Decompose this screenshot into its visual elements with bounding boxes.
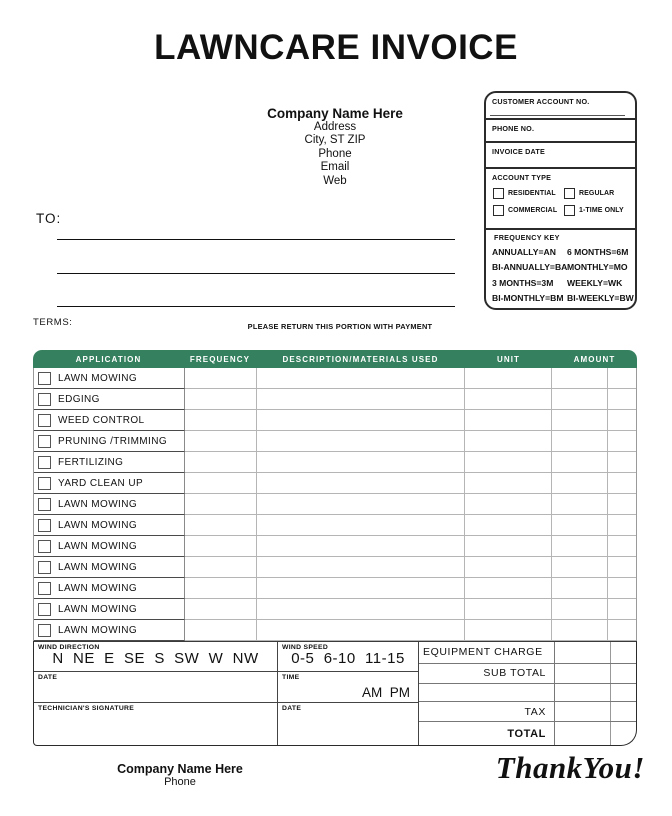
application-label: WEED CONTROL xyxy=(58,414,145,426)
application-label: LAWN MOWING xyxy=(58,519,138,531)
header-description: DESCRIPTION/MATERIALS USED xyxy=(282,354,439,364)
application-label: LAWN MOWING xyxy=(58,582,138,594)
charge-cents-cell[interactable] xyxy=(610,642,636,663)
table-row xyxy=(34,431,636,452)
charge-amount-cell[interactable] xyxy=(554,684,610,702)
technician-signature-label: TECHNICIAN'S SIGNATURE xyxy=(38,705,135,712)
application-label: LAWN MOWING xyxy=(58,624,138,636)
charge-label xyxy=(419,684,554,702)
table-row xyxy=(34,599,636,620)
invoice-table-body xyxy=(33,368,637,641)
application-cell xyxy=(34,557,185,578)
frequency-cell[interactable] xyxy=(185,536,257,557)
frequency-cell[interactable] xyxy=(185,578,257,599)
customer-account-section xyxy=(486,93,635,120)
frequency-cell[interactable] xyxy=(185,620,257,641)
conditions-block xyxy=(34,642,418,745)
table-row xyxy=(34,578,636,599)
unit-cell[interactable] xyxy=(465,578,552,599)
amount-cents-cell[interactable] xyxy=(608,368,636,389)
amount-cell[interactable] xyxy=(552,578,608,599)
application-cell xyxy=(34,473,185,494)
application-cell xyxy=(34,410,185,431)
charge-cents-cell[interactable] xyxy=(610,664,636,683)
application-label: LAWN MOWING xyxy=(58,372,138,384)
amount-cents-cell[interactable] xyxy=(608,431,636,452)
unit-cell[interactable] xyxy=(465,389,552,410)
amount-cents-cell[interactable] xyxy=(608,515,636,536)
application-checkbox[interactable] xyxy=(38,582,51,595)
account-type-residential[interactable] xyxy=(493,188,564,199)
charge-amount-cell[interactable] xyxy=(554,642,610,663)
description-cell[interactable] xyxy=(257,473,466,494)
application-cell xyxy=(34,452,185,473)
unit-cell[interactable] xyxy=(465,620,552,641)
application-checkbox[interactable] xyxy=(38,624,51,637)
frequency-cell[interactable] xyxy=(185,515,257,536)
account-type-regular[interactable] xyxy=(564,188,635,199)
charge-row xyxy=(419,684,636,703)
company-header-block xyxy=(185,106,485,188)
frequency-key-item: 3 MONTHS=3M xyxy=(492,277,554,288)
application-cell xyxy=(34,431,185,452)
phone-section[interactable] xyxy=(486,120,635,143)
description-cell[interactable] xyxy=(257,494,466,515)
application-cell xyxy=(34,515,185,536)
amount-cell[interactable] xyxy=(552,557,608,578)
application-label: FERTILIZING xyxy=(58,456,124,468)
application-checkbox[interactable] xyxy=(38,498,51,511)
invoice-date-label: INVOICE DATE xyxy=(492,147,545,156)
frequency-cell[interactable] xyxy=(185,557,257,578)
regular-label: REGULAR xyxy=(579,190,615,197)
technician-signature-cell[interactable] xyxy=(34,703,278,745)
amount-cell[interactable] xyxy=(552,494,608,515)
header-frequency: FREQUENCY xyxy=(189,354,251,364)
footer-company-phone: Phone xyxy=(164,776,196,788)
charge-label: TOTAL xyxy=(507,727,546,740)
company-web: Web xyxy=(323,174,347,187)
table-row xyxy=(34,494,636,515)
frequency-key-item: ANNUALLY=AN xyxy=(492,247,556,257)
application-label: YARD CLEAN UP xyxy=(58,477,144,489)
invoice-table xyxy=(33,350,637,641)
charges-block xyxy=(418,642,636,745)
invoice-date-section[interactable] xyxy=(486,143,635,169)
frequency-cell[interactable] xyxy=(185,389,257,410)
to-label: TO: xyxy=(36,211,62,226)
account-type-one-time[interactable] xyxy=(564,205,635,216)
account-type-label: ACCOUNT TYPE xyxy=(492,173,552,182)
amount-cell[interactable] xyxy=(552,473,608,494)
charge-label: EQUIPMENT CHARGE xyxy=(423,646,543,659)
charge-row xyxy=(419,722,636,745)
unit-cell[interactable] xyxy=(465,557,552,578)
application-checkbox[interactable] xyxy=(38,561,51,574)
residential-label: RESIDENTIAL xyxy=(508,190,556,197)
amount-cell[interactable] xyxy=(552,431,608,452)
footer-company-name: Company Name Here xyxy=(117,762,243,776)
charge-cents-cell[interactable] xyxy=(610,702,636,721)
application-cell xyxy=(34,494,185,515)
charge-cents-cell[interactable] xyxy=(610,722,636,745)
account-type-section xyxy=(486,169,635,230)
amount-cents-cell[interactable] xyxy=(608,599,636,620)
application-checkbox[interactable] xyxy=(38,603,51,616)
company-city: City, ST ZIP xyxy=(304,134,366,147)
table-row xyxy=(34,515,636,536)
description-cell[interactable] xyxy=(257,452,466,473)
amount-cents-cell[interactable] xyxy=(608,410,636,431)
description-cell[interactable] xyxy=(257,620,466,641)
amount-cents-cell[interactable] xyxy=(608,389,636,410)
description-cell[interactable] xyxy=(257,389,466,410)
date-label: DATE xyxy=(38,674,58,681)
description-cell[interactable] xyxy=(257,431,466,452)
frequency-key-section xyxy=(486,230,635,307)
customer-account-label: CUSTOMER ACCOUNT NO. xyxy=(492,97,590,106)
charge-cents-cell[interactable] xyxy=(610,684,636,702)
application-label: LAWN MOWING xyxy=(58,498,138,510)
amount-cell[interactable] xyxy=(552,536,608,557)
unit-cell[interactable] xyxy=(465,410,552,431)
unit-cell[interactable] xyxy=(465,431,552,452)
terms-label: TERMS: xyxy=(33,317,73,328)
wind-direction-cell[interactable] xyxy=(34,642,278,671)
wind-direction-values: N NE E SE S SW W NW xyxy=(52,650,259,667)
to-address-line-3[interactable] xyxy=(57,306,455,307)
signature-date-label: DATE xyxy=(282,705,302,712)
application-checkbox[interactable] xyxy=(38,477,51,490)
frequency-key-item: MONTHLY=MO xyxy=(567,262,628,273)
commercial-label: COMMERCIAL xyxy=(508,207,558,214)
account-type-commercial[interactable] xyxy=(493,205,564,216)
charge-row xyxy=(419,664,636,684)
frequency-cell[interactable] xyxy=(185,599,257,620)
footer-company-block xyxy=(60,762,300,788)
application-cell xyxy=(34,368,185,389)
unit-cell[interactable] xyxy=(465,536,552,557)
thank-you-text: ThankYou! xyxy=(495,750,645,785)
frequency-key-item: WEEKLY=WK xyxy=(567,277,623,288)
amount-cell[interactable] xyxy=(552,410,608,431)
time-label: TIME xyxy=(282,674,300,681)
application-checkbox[interactable] xyxy=(38,414,51,427)
wind-speed-cell[interactable] xyxy=(278,642,418,671)
amount-cell[interactable] xyxy=(552,368,608,389)
application-cell xyxy=(34,578,185,599)
frequency-cell[interactable] xyxy=(185,431,257,452)
signature-date-cell[interactable] xyxy=(278,703,418,745)
description-cell[interactable] xyxy=(257,536,466,557)
wind-speed-values: 0-5 6-10 11-15 xyxy=(291,650,405,667)
unit-cell[interactable] xyxy=(465,368,552,389)
description-cell[interactable] xyxy=(257,599,466,620)
application-label: LAWN MOWING xyxy=(58,603,138,615)
amount-cents-cell[interactable] xyxy=(608,620,636,641)
table-row xyxy=(34,557,636,578)
application-cell xyxy=(34,536,185,557)
frequency-cell[interactable] xyxy=(185,410,257,431)
amount-cents-cell[interactable] xyxy=(608,494,636,515)
charge-amount-cell[interactable] xyxy=(554,722,610,745)
table-row xyxy=(34,368,636,389)
date-cell[interactable] xyxy=(34,672,278,702)
amount-cell[interactable] xyxy=(552,620,608,641)
table-row xyxy=(34,410,636,431)
charge-amount-cell[interactable] xyxy=(554,702,610,721)
charge-row xyxy=(419,642,636,664)
charge-label: TAX xyxy=(524,705,546,718)
phone-label: PHONE NO. xyxy=(492,124,535,133)
frequency-key-left-column xyxy=(492,245,567,307)
unit-cell[interactable] xyxy=(465,473,552,494)
description-cell[interactable] xyxy=(257,515,466,536)
frequency-key-item: BI-WEEKLY=BW xyxy=(567,293,634,304)
one-time-label: 1-TIME ONLY xyxy=(579,207,624,214)
application-checkbox[interactable] xyxy=(38,519,51,532)
amount-cents-cell[interactable] xyxy=(608,452,636,473)
amount-cents-cell[interactable] xyxy=(608,536,636,557)
header-application: APPLICATION xyxy=(75,354,142,364)
frequency-key-item: 6 MONTHS=6M xyxy=(567,247,629,257)
table-row xyxy=(34,536,636,557)
application-label: EDGING xyxy=(58,393,100,405)
frequency-cell[interactable] xyxy=(185,452,257,473)
application-checkbox[interactable] xyxy=(38,456,51,469)
amount-cell[interactable] xyxy=(552,515,608,536)
customer-account-box xyxy=(484,91,637,310)
application-label: PRUNING /TRIMMING xyxy=(58,435,168,447)
table-row xyxy=(34,620,636,641)
table-row xyxy=(34,452,636,473)
frequency-cell[interactable] xyxy=(185,494,257,515)
application-label: LAWN MOWING xyxy=(58,561,138,573)
company-phone: Phone xyxy=(318,147,352,160)
application-checkbox[interactable] xyxy=(38,435,51,448)
regular-checkbox[interactable] xyxy=(564,188,575,199)
wind-speed-label: WIND SPEED xyxy=(282,644,329,651)
frequency-cell[interactable] xyxy=(185,368,257,389)
company-name: Company Name Here xyxy=(267,106,403,121)
customer-account-input-line[interactable] xyxy=(490,115,625,116)
unit-cell[interactable] xyxy=(465,599,552,620)
one-time-checkbox[interactable] xyxy=(564,205,575,216)
bottom-section xyxy=(33,641,637,746)
company-email: Email xyxy=(320,161,350,174)
time-cell[interactable] xyxy=(278,672,418,702)
frequency-key-item: BI-ANNUALLY=BA xyxy=(492,262,568,273)
application-cell xyxy=(34,389,185,410)
application-cell xyxy=(34,599,185,620)
am-pm-values: AM PM xyxy=(361,685,410,700)
unit-cell[interactable] xyxy=(465,452,552,473)
amount-cell[interactable] xyxy=(552,389,608,410)
frequency-key-right-column xyxy=(567,245,635,307)
table-row xyxy=(34,473,636,494)
table-row xyxy=(34,389,636,410)
application-checkbox[interactable] xyxy=(38,372,51,385)
frequency-key-label: FREQUENCY KEY xyxy=(494,233,560,242)
invoice-table-header xyxy=(33,350,637,368)
frequency-cell[interactable] xyxy=(185,473,257,494)
amount-cell[interactable] xyxy=(552,452,608,473)
residential-checkbox[interactable] xyxy=(493,188,504,199)
to-address-line-2[interactable] xyxy=(57,273,455,274)
unit-cell[interactable] xyxy=(465,494,552,515)
description-cell[interactable] xyxy=(257,578,466,599)
return-notice: PLEASE RETURN THIS PORTION WITH PAYMENT xyxy=(247,322,433,331)
wind-direction-label: WIND DIRECTION xyxy=(38,644,100,651)
frequency-key-item: BI-MONTHLY=BM xyxy=(492,293,564,304)
amount-cents-cell[interactable] xyxy=(608,557,636,578)
charge-amount-cell[interactable] xyxy=(554,664,610,683)
unit-cell[interactable] xyxy=(465,515,552,536)
header-unit: UNIT xyxy=(496,354,521,364)
commercial-checkbox[interactable] xyxy=(493,205,504,216)
amount-cents-cell[interactable] xyxy=(608,473,636,494)
application-cell xyxy=(34,620,185,641)
amount-cell[interactable] xyxy=(552,599,608,620)
description-cell[interactable] xyxy=(257,410,466,431)
header-amount: AMOUNT xyxy=(573,354,616,364)
charge-label: SUB TOTAL xyxy=(483,667,546,680)
description-cell[interactable] xyxy=(257,368,466,389)
application-checkbox[interactable] xyxy=(38,393,51,406)
charge-row xyxy=(419,702,636,722)
description-cell[interactable] xyxy=(257,557,466,578)
application-label: LAWN MOWING xyxy=(58,540,138,552)
application-checkbox[interactable] xyxy=(38,540,51,553)
page-title: LAWNCARE INVOICE xyxy=(154,28,518,67)
amount-cents-cell[interactable] xyxy=(608,578,636,599)
company-address: Address xyxy=(313,121,357,133)
to-address-line-1[interactable] xyxy=(57,239,455,240)
